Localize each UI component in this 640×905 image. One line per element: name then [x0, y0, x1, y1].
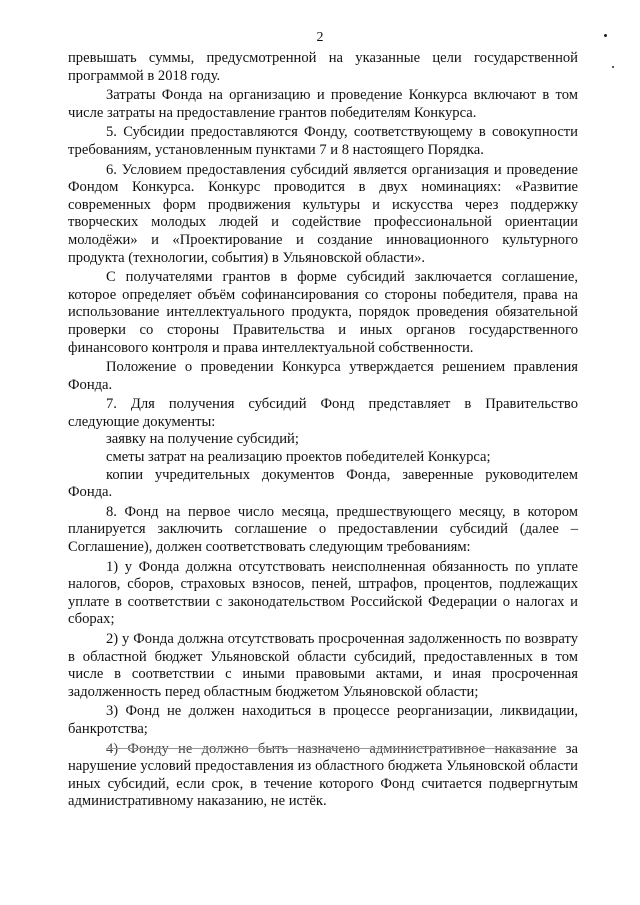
list-item — [68, 741, 578, 811]
list-item: 2) у Фонда должна отсутствовать просроченная задолженность по возврату в областной бюджет Ульяновской области субсидий, предоставленных в том числе в соответствии с иными правовыми актами, и иная просроченная задолженность перед областным бюджетом Ульяновской области; — [68, 631, 578, 700]
paragraph: 5. Субсидии предоставляются Фонду, соответствующему в совокупности требованиям, установленным пунктами 7 и 8 настоящего Порядка. — [68, 124, 578, 158]
scan-speck — [612, 66, 614, 68]
list-item: 1) у Фонда должна отсутствовать неисполненная обязанность по уплате налогов, сборов, страховых взносов, пеней, штрафов, процентов, подлежащих уплате в соответствии с законодательством Российской Федерации о налогах и сборах; — [68, 558, 578, 628]
scan-speck — [604, 34, 607, 37]
list-item: сметы затрат на реализацию проектов победителей Конкурса; — [106, 449, 491, 466]
paragraph: Затраты Фонда на организацию и проведение Конкурса включают в том числе затраты на предоставление грантов победителям Конкурса. — [68, 87, 578, 121]
document-body — [68, 50, 578, 811]
paragraph: 7. Для получения субсидий Фонд представляет в Правительство следующие документы: — [68, 396, 578, 430]
struck-text: 4) Фонду не должно быть назначено административное наказание — [106, 740, 557, 757]
list-item: копии учредительных документов Фонда, заверенные руководителем Фонда. — [68, 466, 578, 501]
paragraph-continuation: за нарушение условий предоставления из областного бюджета Ульяновской области иных субсидий, если срок, в течение которого Фонд считается подвергнутым административному наказанию, не истёк. — [68, 740, 578, 810]
paragraph: Положение о проведении Конкурса утверждается решением правления Фонда. — [68, 359, 578, 393]
paragraph: превышать суммы, предусмотренной на указанные цели государственной программой в 2018 году. — [68, 50, 578, 84]
paragraph: С получателями грантов в форме субсидий заключается соглашение, которое определяет объём софинансирования со стороны победителя, права на использование интеллектуального продукта, порядок проведения обязательной проверки со стороны Правительства и иных органов государственного финансового контроля и права интеллектуальной собственности. — [68, 269, 578, 356]
list-item: заявку на получение субсидий; — [106, 431, 299, 448]
paragraph: 6. Условием предоставления субсидий является организация и проведение Фондом Конкурса. Конкурс проводится в двух номинациях: «Развитие современных форм продвижения культуры и искусства через поддержку творческих молодых людей и содействие профессиональной ориентации молодёжи» и «Проектирование и создание инновационного культурного продукта (технологии, события) в Ульяновской области». — [68, 161, 578, 266]
paragraph: 8. Фонд на первое число месяца, предшествующего месяцу, в котором планируется заключить соглашение о предоставлении субсидий (далее – Соглашение), должен соответствовать следующим требованиям: — [68, 503, 578, 556]
page-number: 2 — [316, 30, 324, 45]
list-item: 3) Фонд не должен находиться в процессе реорганизации, ликвидации, банкротства; — [68, 703, 578, 737]
